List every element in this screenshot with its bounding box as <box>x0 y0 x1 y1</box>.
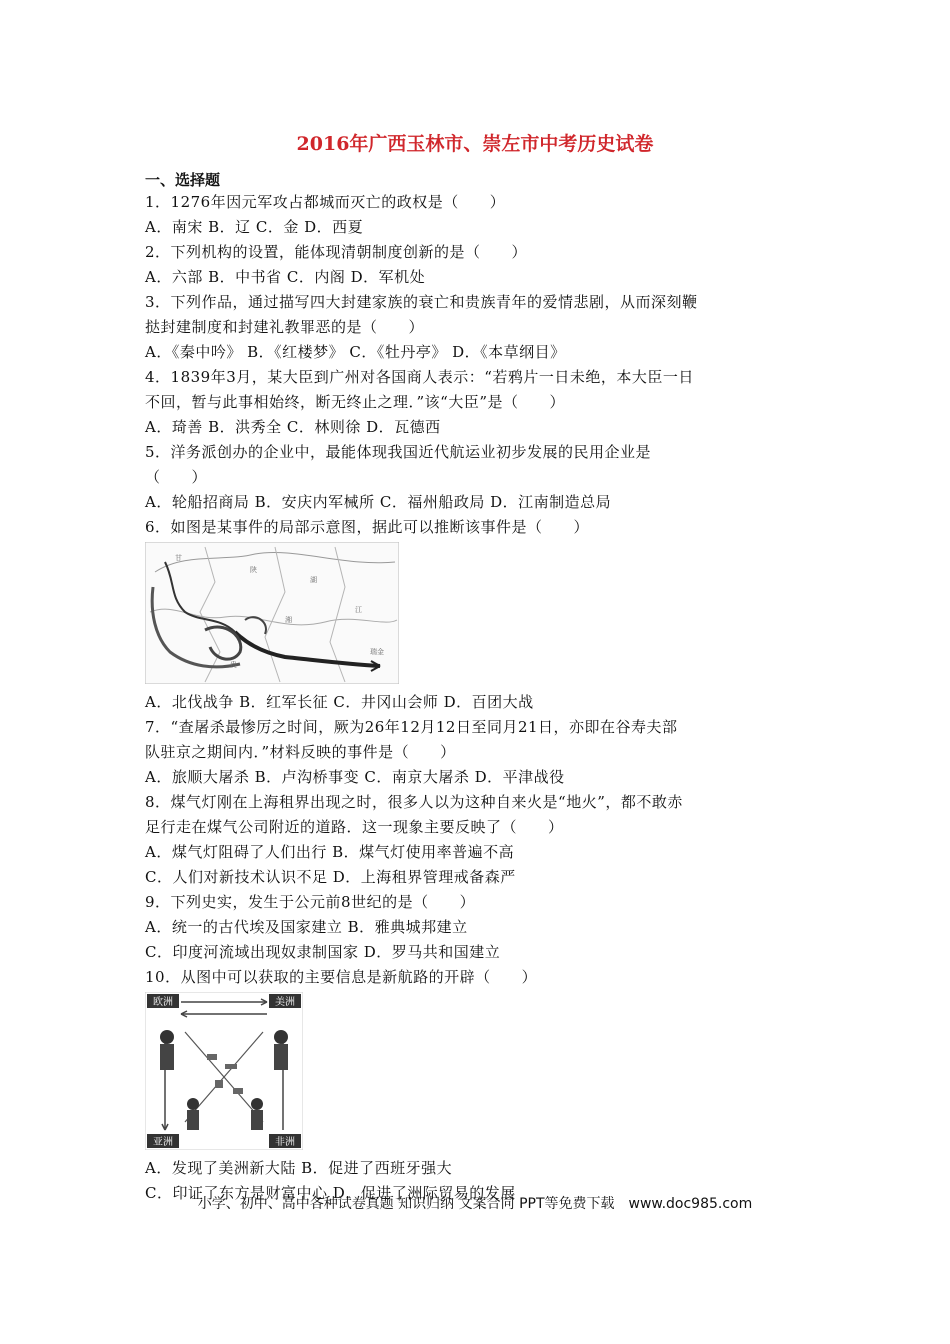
text-line: 队驻京之期间内．”材料反映的事件是（ ） <box>145 743 456 761</box>
footer-text: 小学、初中、高中各种试卷真题 知识归纳 文案合同 PPT等免费下载 www.doc985.com <box>197 1196 753 1212</box>
svg-text:甘: 甘 <box>175 554 182 562</box>
svg-text:贵: 贵 <box>230 661 237 669</box>
text-line: 5．洋务派创办的企业中，最能体现我国近代航运业初步发展的民用企业是 <box>145 443 652 461</box>
question-content <box>145 190 825 1206</box>
text-line: A．《秦中吟》 B．《红楼梦》 C．《牡丹亭》 D．《本草纲目》 <box>145 343 566 361</box>
svg-text:湖: 湖 <box>310 576 317 584</box>
svg-text:陕: 陕 <box>250 566 257 574</box>
america-label: 美洲 <box>275 997 295 1008</box>
text-line: 8．煤气灯刚在上海租界出现之时，很多人以为这种自来火是“地火”，都不敢赤 <box>145 793 683 811</box>
svg-text:江: 江 <box>355 606 362 614</box>
text-line: 2．下列机构的设置，能体现清朝制度创新的是（ ） <box>145 243 528 261</box>
text-line: 9．下列史实，发生于公元前8世纪的是（ ） <box>145 893 476 911</box>
trade-diagram <box>145 992 303 1150</box>
long-march-map-figure <box>145 542 399 684</box>
text-line: A．北伐战争 B．红军长征 C．井冈山会师 D．百团大战 <box>145 693 534 711</box>
text-line: A．旅顺大屠杀 B．卢沟桥事变 C．南京大屠杀 D．平津战役 <box>145 768 565 786</box>
text-line: 3．下列作品，通过描写四大封建家族的衰亡和贵族青年的爱情悲剧，从而深刻鞭 <box>145 293 698 311</box>
trade-figure <box>145 992 303 1150</box>
text-line: 挞封建制度和封建礼教罪恶的是（ ） <box>145 318 425 336</box>
text-line: A．煤气灯阻碍了人们出行 B．煤气灯使用率普遍不高 <box>145 843 515 861</box>
text-line: 7．“查屠杀最惨厉之时间，厥为26年12月12日至同月21日，亦即在谷寿夫部 <box>145 718 678 736</box>
asia-label: 亚洲 <box>153 1137 173 1148</box>
europe-label: 欧洲 <box>153 997 173 1008</box>
question-block-a <box>145 190 825 540</box>
text-line: C．人们对新技术认识不足 D．上海租界管理戒备森严 <box>145 868 516 886</box>
africa-label: 非洲 <box>275 1137 295 1148</box>
svg-text:湘: 湘 <box>285 616 292 624</box>
svg-text:瑞金: 瑞金 <box>370 648 384 656</box>
text-line: A．统一的古代埃及国家建立 B．雅典城邦建立 <box>145 918 468 936</box>
text-line: 1．1276年因元军攻占都城而灭亡的政权是（ ） <box>145 193 506 211</box>
text-line: A．发现了美洲新大陆 B．促进了西班牙强大 <box>145 1159 453 1177</box>
text-line: C．印证了东方是财富中心 D．促进了洲际贸易的发展 <box>145 1184 516 1202</box>
text-line: （ ） <box>145 468 208 486</box>
text-line: 6．如图是某事件的局部示意图，据此可以推断该事件是（ ） <box>145 518 590 536</box>
text-line: 不回，暂与此事相始终，断无终止之理．”该“大臣”是（ ） <box>145 393 566 411</box>
map-image <box>145 542 399 684</box>
text-line: 足行走在煤气公司附近的道路．这一现象主要反映了（ ） <box>145 818 564 836</box>
text-line: C．印度河流域出现奴隶制国家 D．罗马共和国建立 <box>145 943 501 961</box>
section-heading: 一、选择题 <box>145 171 221 189</box>
question-block-b <box>145 690 825 990</box>
text-line: A．南宋 B．辽 C．金 D．西夏 <box>145 218 364 236</box>
text-line: A．六部 B．中书省 C．内阁 D．军机处 <box>145 268 426 286</box>
text-line: 10．从图中可以获取的主要信息是新航路的开辟（ ） <box>145 968 538 986</box>
text-line: A．琦善 B．洪秀全 C．林则徐 D．瓦德西 <box>145 418 441 436</box>
page-title: 2016年广西玉林市、崇左市中考历史试卷 <box>296 133 654 155</box>
text-line: A．轮船招商局 B．安庆内军械所 C．福州船政局 D．江南制造总局 <box>145 493 612 511</box>
text-line: 4．1839年3月，某大臣到广州对各国商人表示：“若鸦片一日未绝，本大臣一日 <box>145 368 694 386</box>
